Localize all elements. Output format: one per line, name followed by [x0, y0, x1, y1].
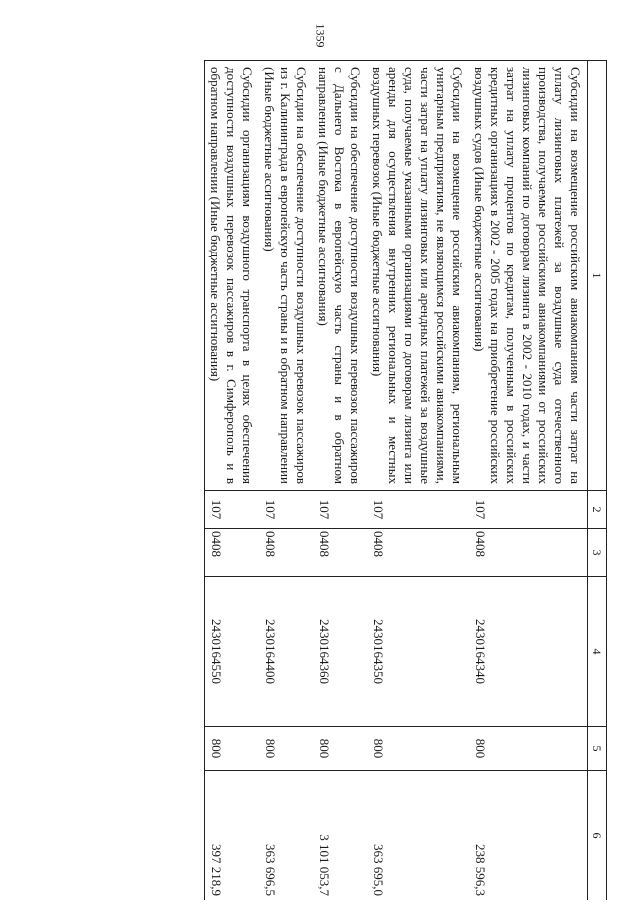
row-amount: 397 218,9 — [205, 771, 260, 901]
row-description: Субсидии на возмещение российским авиакомпаниям, региональным унитарным предприятиям, не являющимся российскими авиакомпаниями, части затрат на уплату лизинговых или арендных платежей за воздушные суда, получаемые указанными организациями по договорам лизинга или аренды для осуществления внутренних региональных и местных воздушных перевозок (Иные бюджетные ассигнования) — [367, 61, 469, 491]
header-col-4: 4 — [588, 577, 607, 727]
header-col-1: 1 — [588, 61, 607, 491]
table-row — [469, 61, 588, 901]
row-section: 0408 — [205, 529, 260, 577]
header-col-6: 6 — [588, 771, 607, 901]
row-target: 2430164340 — [469, 577, 588, 727]
row-description: Субсидии на возмещение российским авиакомпаниям части затрат на уплату лизинговых платежей за воздушные суда отечественного производства, получаемые российскими авиакомпаниями от российских лизинговых компаний по договорам лизинга в 2002 - 2010 годах, и части затрат на уплату процентов по кредитам, полученным в российских кредитных организациях в 2002 - 2005 годах на приобретение российских воздушных судов (Иные бюджетные ассигнования) — [469, 61, 588, 491]
row-description: Субсидии на обеспечение доступности воздушных перевозок пассажиров из г. Калининграда в европейскую часть страны и в обратном направлении (Иные бюджетные ассигнования) — [259, 61, 313, 491]
row-target: 2430164360 — [313, 577, 367, 727]
row-code: 107 — [205, 491, 260, 529]
header-row — [588, 61, 607, 901]
row-type: 800 — [259, 727, 313, 771]
row-description: Субсидии на обеспечение доступности воздушных перевозок пассажиров с Дальнего Востока в европейскую часть страны и в обратном направлении (Иные бюджетные ассигнования) — [313, 61, 367, 491]
row-type: 800 — [205, 727, 260, 771]
budget-table — [204, 60, 607, 900]
row-amount: 3 101 053,7 — [313, 771, 367, 901]
row-section: 0408 — [259, 529, 313, 577]
table-row — [205, 61, 260, 901]
row-type: 800 — [367, 727, 469, 771]
row-section: 0408 — [313, 529, 367, 577]
row-code: 107 — [313, 491, 367, 529]
row-type: 800 — [313, 727, 367, 771]
table-row — [367, 61, 469, 901]
row-target: 2430164350 — [367, 577, 469, 727]
row-target: 2430164550 — [205, 577, 260, 727]
row-amount: 363 695,0 — [367, 771, 469, 901]
row-section: 0408 — [367, 529, 469, 577]
row-description: Субсидии организациям воздушного транспорта в целях обеспечения доступности воздушных перевозок пассажиров в г. Симферополь и в обратном направлении (Иные бюджетные ассигнования) — [205, 61, 260, 491]
row-target: 2430164400 — [259, 577, 313, 727]
header-col-5: 5 — [588, 727, 607, 771]
row-code: 107 — [469, 491, 588, 529]
table-rotation-frame — [25, 60, 607, 900]
row-type: 800 — [469, 727, 588, 771]
table-wrapper — [25, 60, 607, 900]
row-amount: 238 596,3 — [469, 771, 588, 901]
row-code: 107 — [259, 491, 313, 529]
row-section: 0408 — [469, 529, 588, 577]
table-row — [313, 61, 367, 901]
page-number: 1359 — [313, 23, 328, 48]
table-row — [259, 61, 313, 901]
row-amount: 363 696,5 — [259, 771, 313, 901]
row-code: 107 — [367, 491, 469, 529]
header-col-2: 2 — [588, 491, 607, 529]
header-col-3: 3 — [588, 529, 607, 577]
